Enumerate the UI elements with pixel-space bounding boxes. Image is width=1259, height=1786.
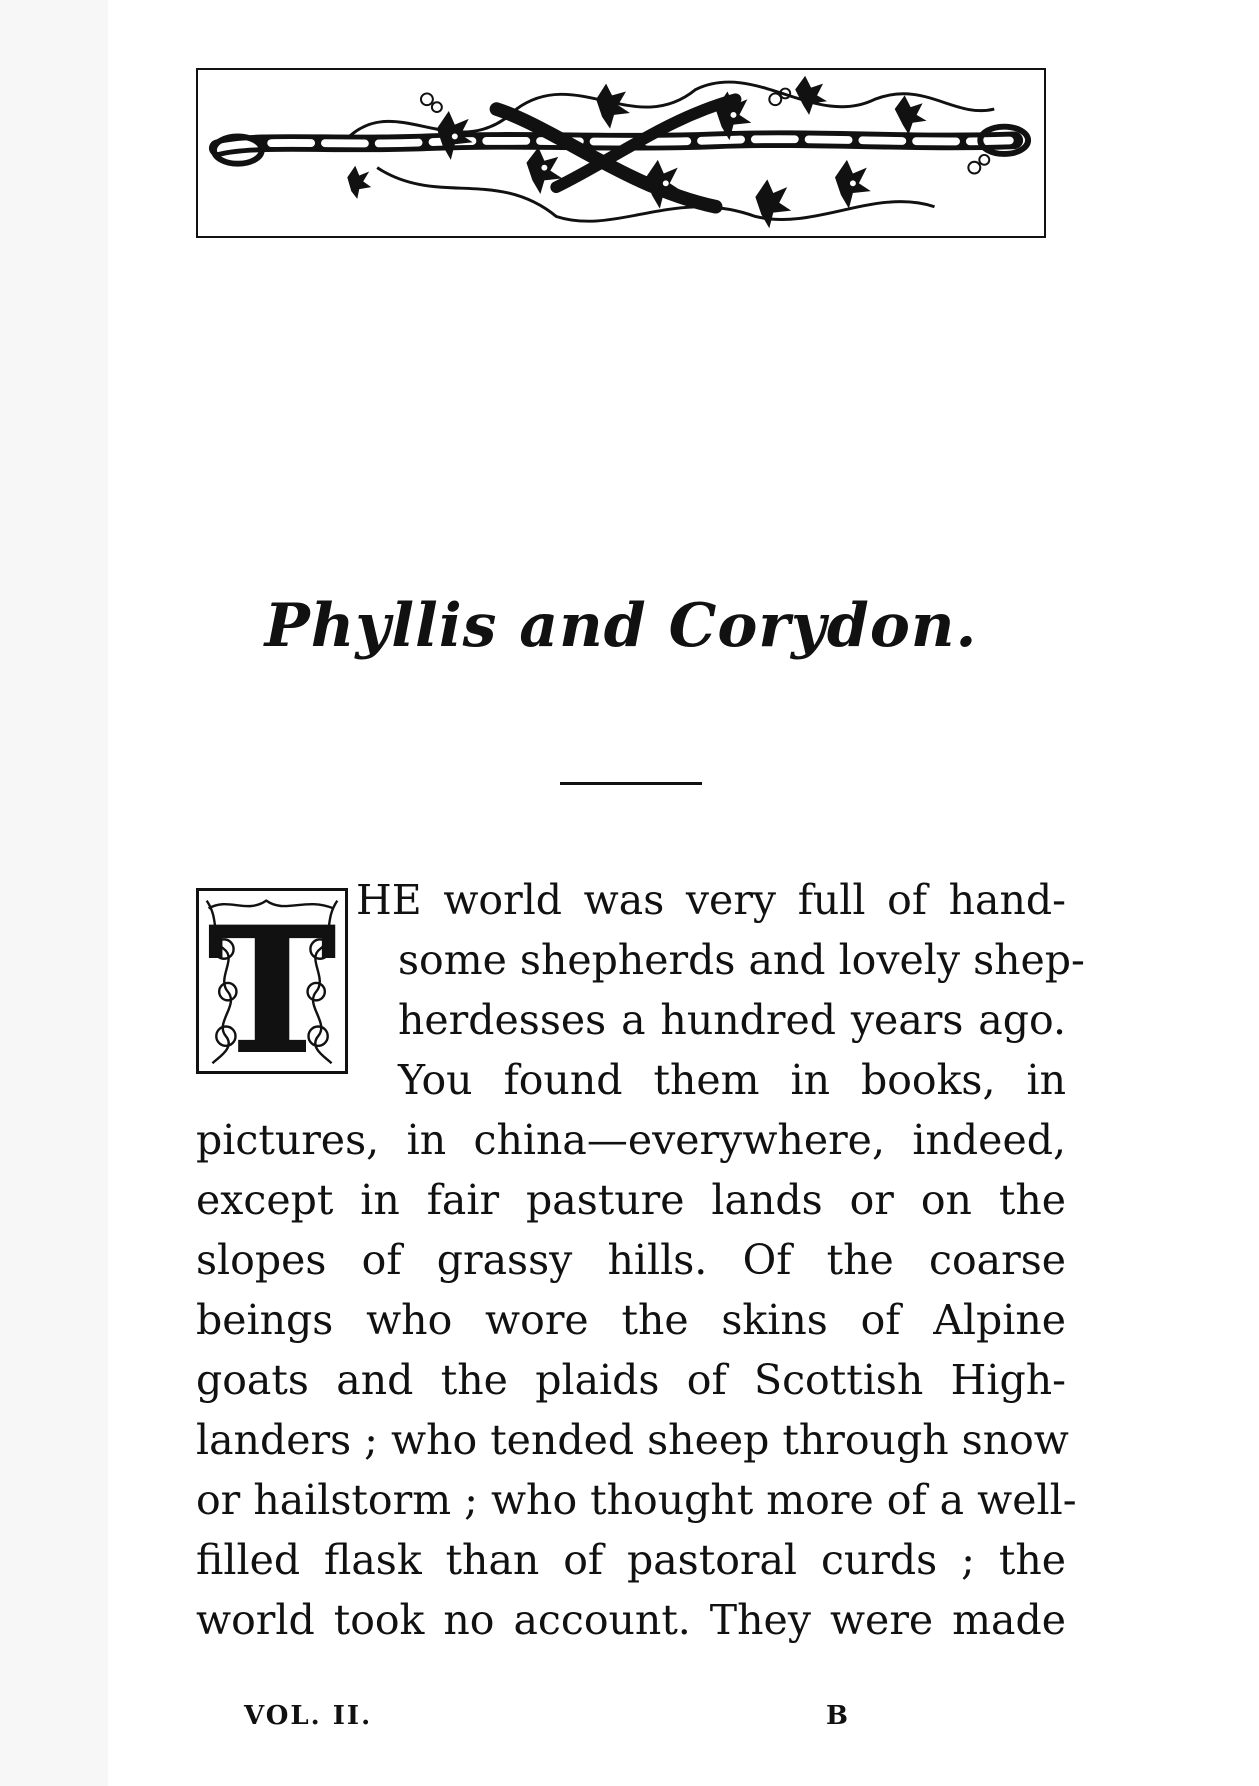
text-line: landers ; who tended sheep through snow (196, 1416, 1069, 1464)
ivy-headpiece-icon (196, 68, 1046, 238)
sheet-signature: B (826, 1701, 850, 1731)
chapter-title: Phyllis and Corydon. (264, 591, 978, 661)
text-line: slopes of grassy hills. Of the coarse (196, 1236, 1066, 1284)
page-margin (0, 0, 108, 1786)
text-line: pictures, in china—everywhere, indeed, (196, 1116, 1066, 1164)
text-line: or hailstorm ; who thought more of a well- (196, 1476, 1077, 1524)
text-line: filled flask than of pastoral curds ; the (196, 1536, 1066, 1584)
text-line: You found them in books, in (398, 1056, 1066, 1104)
text-line: herdesses a hundred years ago. (398, 996, 1066, 1044)
text-line: except in fair pasture lands or on the (196, 1176, 1066, 1224)
ornamental-initial-icon (196, 888, 348, 1092)
volume-signature: VOL. II. (244, 1701, 373, 1731)
text-line: goats and the plaids of Scottish High- (196, 1356, 1066, 1404)
text-line: world took no account. They were made (196, 1596, 1066, 1644)
text-line: some shepherds and lovely shep- (398, 936, 1085, 984)
title-rule (560, 782, 702, 785)
drop-cap-letter: T (208, 889, 336, 1092)
text-line: beings who wore the skins of Alpine (196, 1296, 1066, 1344)
text-line: HE world was very full of hand- (356, 876, 1066, 924)
